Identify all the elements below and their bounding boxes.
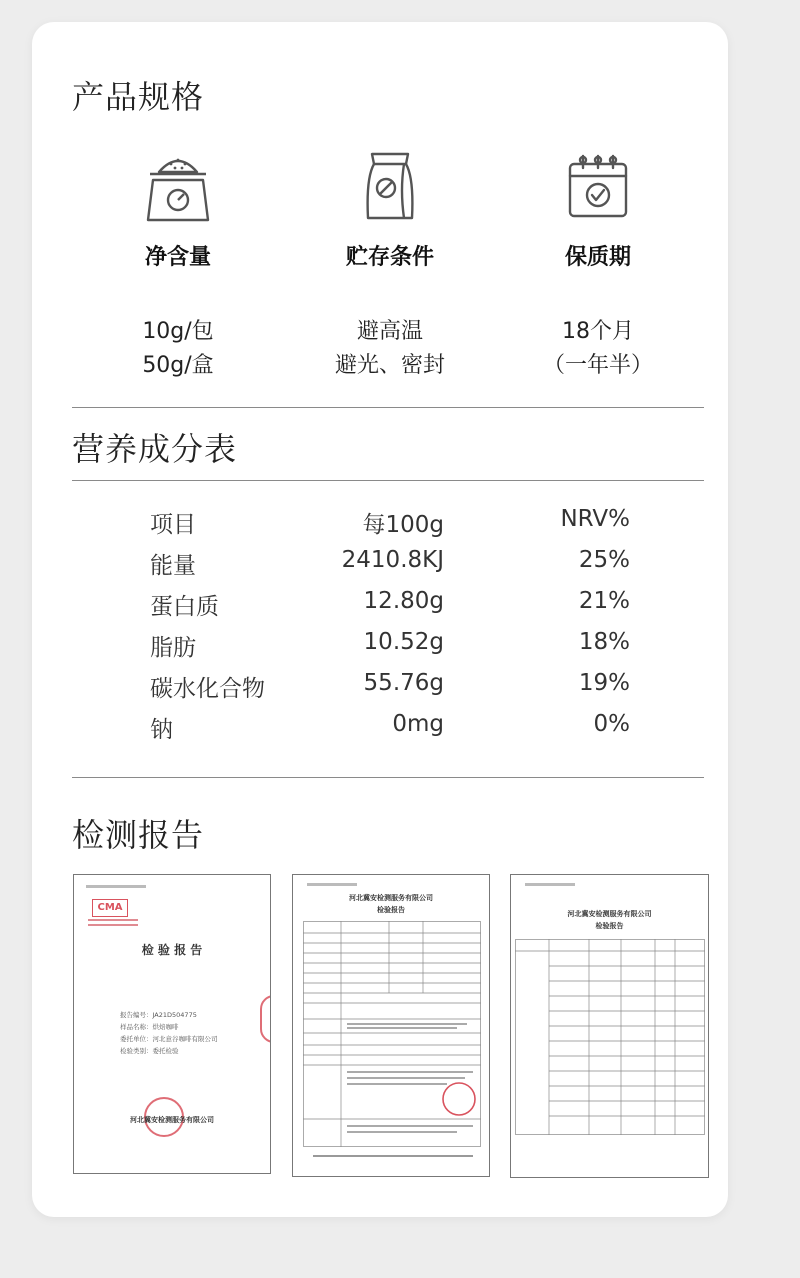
divider: [72, 407, 704, 408]
spec-shelf-life: [508, 150, 688, 383]
spec-value-line: 10g/包: [142, 319, 214, 344]
nutrient-amount: 2410.8KJ: [341, 547, 444, 573]
field-label: 检验类别：: [120, 1047, 153, 1055]
field-label: 委托单位：: [120, 1035, 153, 1043]
coffee-bag-icon: [362, 150, 418, 222]
spec-value-line: 避光、密封: [334, 353, 445, 378]
nutrition-table: [150, 506, 630, 752]
report-page-subtitle: 检验报告: [377, 905, 405, 914]
spec-value-line: 50g/盒: [142, 353, 214, 378]
nutrient-name: 钠: [150, 717, 173, 743]
nutrient-nrv: 19%: [578, 670, 630, 696]
scale-icon: [145, 150, 211, 222]
spec-value-line: 避高温: [356, 319, 423, 344]
spec-value-line: 18个月: [562, 319, 634, 344]
divider: [72, 777, 704, 778]
report-page-subtitle: 检验报告: [595, 921, 624, 930]
edge-seal-icon: [260, 995, 271, 1043]
reports-title: 检测报告: [72, 816, 205, 854]
nutrient-name: 能量: [150, 553, 196, 579]
divider: [72, 480, 704, 481]
table-row: [150, 629, 630, 670]
field-value: JA21D504775: [152, 1011, 197, 1019]
report-cover-fields: [120, 1009, 218, 1057]
nutrient-nrv: 21%: [578, 588, 630, 614]
nutrient-name: 蛋白质: [150, 594, 219, 620]
nutrient-amount: 10.52g: [363, 629, 444, 655]
nutrient-nrv: 25%: [578, 547, 630, 573]
spec-label: 保质期: [564, 245, 631, 270]
spec-storage: [300, 150, 480, 383]
specs-title: 产品规格: [72, 78, 205, 116]
spec-label: 贮存条件: [345, 245, 434, 270]
report-results-thumbnail[interactable]: [510, 874, 709, 1178]
spec-value-line: （一年半）: [542, 353, 653, 378]
field-label: 报告编号：: [120, 1011, 153, 1019]
nutrient-name: 脂肪: [150, 635, 196, 661]
nutrient-name: 碳水化合物: [150, 676, 265, 702]
product-info-card: [32, 22, 728, 1217]
table-row: [150, 547, 630, 588]
header-per-100g: 每100g: [362, 512, 444, 538]
nutrient-amount: 12.80g: [363, 588, 444, 614]
report-table-graphic: [303, 921, 481, 1147]
cma-mark-icon: CMA: [92, 899, 128, 917]
nutrient-amount: 55.76g: [363, 670, 444, 696]
report-page-company: 河北冀安检测服务有限公司: [567, 909, 652, 918]
header-item: 项目: [150, 512, 196, 538]
field-value: 河北意谷咖啡有限公司: [152, 1035, 218, 1043]
report-cover-thumbnail[interactable]: [73, 874, 271, 1174]
report-cover-title: 检 验 报 告: [141, 943, 203, 957]
report-results-table-graphic: [515, 939, 705, 1135]
field-value: 烘焙咖啡: [152, 1023, 179, 1031]
spec-label: 净含量: [144, 245, 211, 270]
header-nrv: NRV%: [560, 506, 630, 532]
report-page-company: 河北冀安检测服务有限公司: [349, 893, 433, 902]
field-value: 委托检验: [152, 1047, 179, 1055]
calendar-check-icon: [565, 150, 631, 222]
report-detail-thumbnail[interactable]: [292, 874, 490, 1177]
report-cover-company: 河北冀安检测服务有限公司: [130, 1115, 214, 1124]
nutrient-amount: 0mg: [392, 711, 444, 737]
spec-net-weight: [88, 150, 268, 383]
table-row: [150, 588, 630, 629]
table-row: [150, 670, 630, 711]
table-row: [150, 711, 630, 752]
field-label: 样品名称：: [120, 1023, 153, 1031]
nutrient-nrv: 0%: [593, 711, 630, 737]
nutrient-nrv: 18%: [578, 629, 630, 655]
nutrition-header-row: [150, 506, 630, 547]
nutrition-title: 营养成分表: [72, 430, 238, 468]
